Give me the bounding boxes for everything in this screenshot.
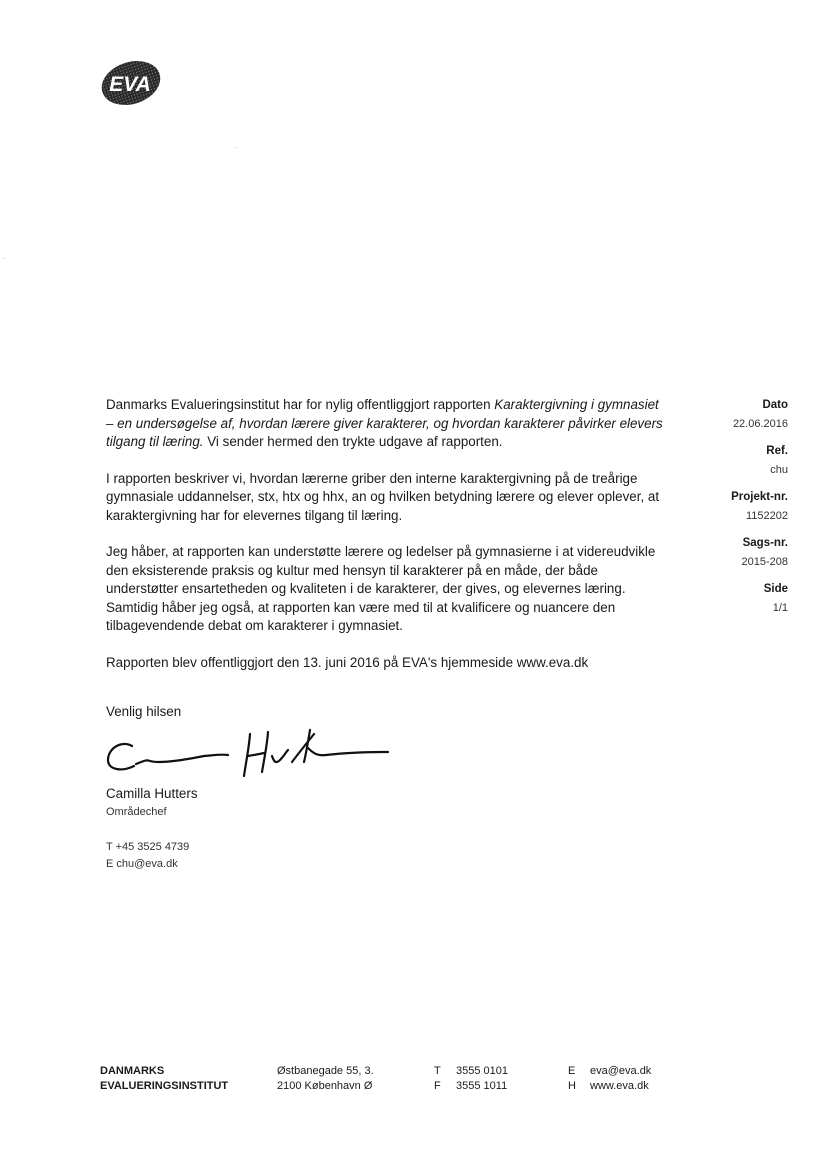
- paragraph-4: Rapporten blev offentliggjort den 13. juni 2016 på EVA's hjemmeside www.eva.dk: [106, 654, 589, 670]
- signer-email: E chu@eva.dk: [106, 858, 178, 870]
- ref-label: Ref.: [766, 445, 788, 457]
- case-value: 2015-208: [741, 556, 788, 568]
- ref-value: chu: [770, 464, 788, 476]
- page-label: Side: [763, 583, 788, 595]
- logo-text: EVA: [109, 73, 151, 96]
- paragraph-2: I rapporten beskriver vi, hvordan lærerne griber den interne karaktergivning på de treårige gymnasiale uddannelser, stx, htx og hhx, an og hvilken betydning lærere og elever oplever, at karaktergivning har for elevernes tilgang til læring.: [106, 470, 660, 523]
- signer-title: Områdechef: [106, 806, 167, 818]
- signature: [104, 726, 404, 782]
- footer-address: Østbanegade 55, 3. 2100 København Ø: [277, 1065, 374, 1092]
- closing: Venlig hilsen: [106, 704, 182, 719]
- eva-logo: [99, 58, 163, 108]
- footer-web: eva@eva.dk www.eva.dk: [590, 1065, 652, 1092]
- signer-phone: T +45 3525 4739: [106, 841, 190, 853]
- date-value: 22.06.2016: [732, 418, 788, 430]
- signer-contact: [106, 839, 189, 873]
- date-label: Dato: [762, 399, 788, 411]
- paragraph-1: Danmarks Evalueringsinstitut har for nylig offentliggjort rapporten Karaktergivning i gymnasiet – en undersøgelse af, hvordan lærere giver karakterer, og hvordan karakterer påvirker elevers tilgang til læring. Vi sender hermed den trykte udgave af rapporten.: [106, 397, 663, 449]
- project-value: 1152202: [745, 510, 788, 522]
- footer-phone-numbers: 3555 0101 3555 1011: [456, 1065, 508, 1092]
- letter-meta: [700, 398, 788, 628]
- paragraph-3: Jeg håber, at rapporten kan understøtte lærere og ledelser på gymnasierne i at videreudvikle den eksisterende praksis og kultur med hensyn til karakterer på en måde, der både understøtter ensartetheden og kvaliteten i de karakterer, der gives, og elevernes læring. Samtidig håber jeg også, at rapporten kan være med til at kvalificere og nuancere den tilbagevendende debat om karakterer i gymnasiet.: [106, 544, 656, 633]
- footer-phone-labels: T F: [434, 1065, 441, 1092]
- case-label: Sags-nr.: [742, 537, 788, 549]
- signer-name: Camilla Hutters: [106, 786, 198, 801]
- footer-web-labels: E H: [568, 1065, 576, 1092]
- page-value: 1/1: [772, 602, 788, 614]
- report-title: Karaktergivning i gymnasiet – en undersøgelse af, hvordan lærere giver karakterer, og hvordan karakterer påvirker elevers tilgang til læring.: [106, 397, 663, 449]
- letter-body: [106, 396, 666, 690]
- project-label: Projekt-nr.: [731, 491, 788, 503]
- footer-organization: DANMARKS EVALUERINGSINSTITUT: [100, 1065, 229, 1092]
